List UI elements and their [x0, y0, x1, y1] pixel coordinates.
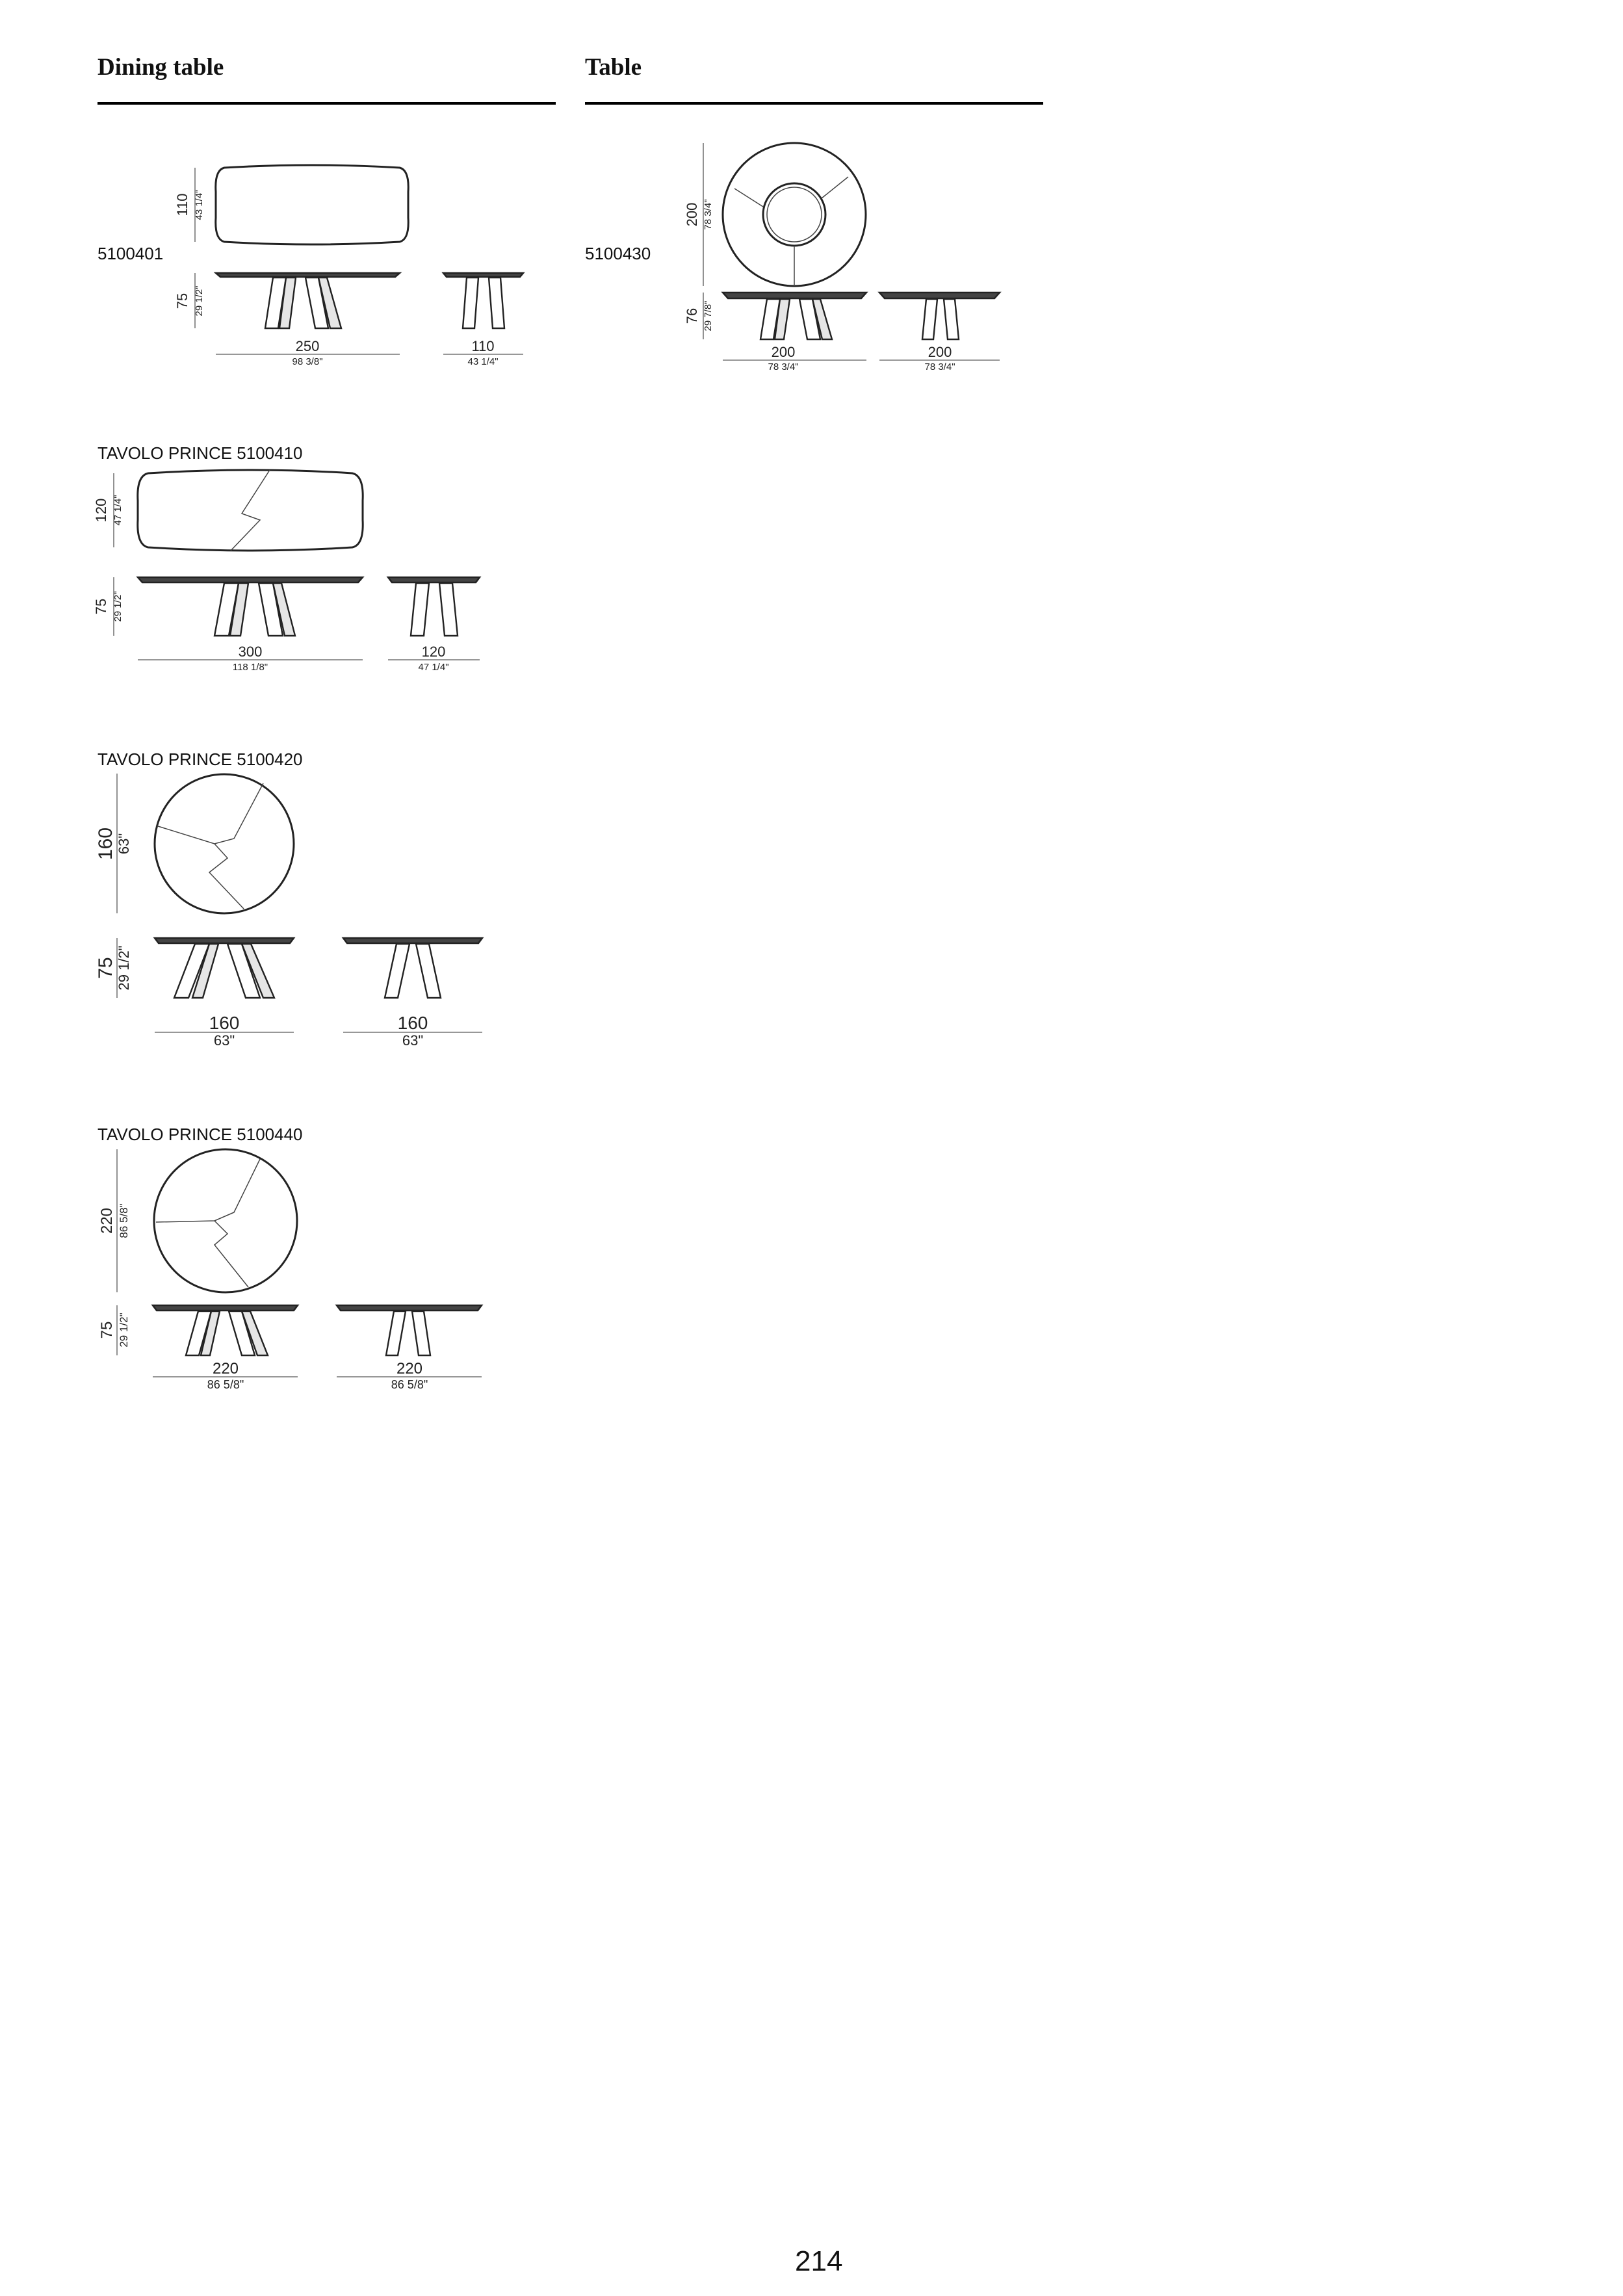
section-heading-dining-table: Dining table — [97, 54, 224, 81]
product-code-5100440: TAVOLO PRINCE 5100440 — [97, 1125, 303, 1144]
width-dim-cm: 110 — [471, 338, 495, 354]
width-dim-cm: 200 — [928, 344, 952, 360]
side-tabletop — [337, 1305, 482, 1311]
length-dim-in: 118 1/8" — [232, 662, 268, 673]
plan-dim-cm: 220 — [98, 1207, 116, 1234]
width-dim-in: 47 1/4" — [418, 662, 449, 673]
drawing-5100440 — [98, 1149, 482, 1391]
plan-dim-in: 63" — [116, 833, 132, 855]
front-tabletop — [153, 1305, 298, 1311]
plan-seam — [734, 189, 763, 207]
length-dim-cm: 160 — [209, 1013, 240, 1033]
front-tabletop — [216, 273, 400, 277]
plan-view-tabletop — [154, 1149, 297, 1292]
plan-seam — [231, 470, 270, 551]
height-dim-in: 29 1/2" — [112, 591, 123, 622]
side-leg — [489, 278, 504, 328]
side-leg — [439, 583, 458, 636]
lazy-susan — [763, 183, 825, 246]
height-dim-in: 29 7/8" — [703, 300, 714, 332]
product-code-5100420: TAVOLO PRINCE 5100420 — [97, 750, 303, 769]
width-dim-in: 63" — [402, 1032, 424, 1049]
plan-view-tabletop — [138, 470, 363, 551]
plan-dim-in: 86 5/8" — [118, 1203, 130, 1238]
length-dim-cm: 200 — [771, 344, 796, 360]
front-tabletop — [138, 577, 363, 582]
height-dim-cm: 75 — [93, 598, 109, 615]
height-dim-cm: 75 — [95, 957, 116, 979]
plan-dim-in: 43 1/4" — [194, 189, 205, 220]
height-dim-in: 29 1/2" — [118, 1312, 130, 1348]
plan-seam — [209, 844, 244, 909]
height-dim-cm: 75 — [174, 293, 190, 309]
plan-seam — [214, 1221, 248, 1287]
drawing-5100401 — [174, 165, 523, 367]
length-dim-cm: 300 — [238, 644, 263, 660]
height-dim-in: 29 1/2" — [194, 285, 205, 317]
length-dim-cm: 220 — [212, 1360, 239, 1377]
plan-dim-cm: 200 — [684, 202, 700, 227]
height-dim-cm: 76 — [684, 307, 700, 324]
side-leg — [922, 299, 937, 339]
product-code-5100401: 5100401 — [97, 244, 164, 263]
width-dim-cm: 120 — [421, 644, 446, 660]
side-leg — [463, 278, 478, 328]
plan-seam — [822, 177, 848, 198]
length-dim-in: 63" — [213, 1032, 235, 1049]
width-dim-in: 78 3/4" — [924, 361, 955, 372]
drawing-5100420 — [95, 774, 482, 1049]
plan-dim-cm: 160 — [95, 827, 116, 861]
side-tabletop — [343, 938, 482, 943]
plan-seam — [156, 783, 263, 844]
side-leg — [944, 299, 959, 339]
side-tabletop — [879, 293, 1000, 298]
plan-dim-cm: 110 — [174, 193, 190, 216]
front-tabletop — [155, 938, 294, 943]
side-leg — [412, 1311, 430, 1355]
plan-dim-cm: 120 — [93, 498, 109, 523]
plan-view-tabletop — [216, 165, 408, 244]
side-leg — [385, 944, 409, 998]
product-code-5100410: TAVOLO PRINCE 5100410 — [97, 443, 303, 463]
width-dim-cm: 220 — [396, 1360, 423, 1377]
plan-dim-in: 47 1/4" — [112, 495, 123, 526]
plan-seam — [156, 1159, 260, 1222]
side-leg — [411, 583, 429, 636]
product-code-5100430: 5100430 — [585, 244, 651, 263]
width-dim-in: 43 1/4" — [467, 356, 499, 367]
plan-view-tabletop — [155, 774, 294, 913]
section-heading-table: Table — [585, 54, 642, 81]
height-dim-in: 29 1/2" — [116, 945, 132, 991]
lazy-susan-inner — [767, 187, 822, 242]
drawing-5100430 — [684, 143, 1000, 372]
front-tabletop — [723, 293, 866, 298]
length-dim-in: 98 3/8" — [292, 356, 323, 367]
side-leg — [386, 1311, 406, 1355]
side-tabletop — [443, 273, 523, 277]
side-leg — [416, 944, 441, 998]
height-dim-cm: 75 — [98, 1321, 116, 1339]
length-dim-in: 86 5/8" — [207, 1378, 244, 1391]
length-dim-in: 78 3/4" — [768, 361, 799, 372]
width-dim-cm: 160 — [397, 1013, 428, 1033]
page-number: 214 — [795, 2245, 843, 2277]
length-dim-cm: 250 — [295, 338, 320, 354]
plan-dim-in: 78 3/4" — [703, 199, 714, 230]
width-dim-in: 86 5/8" — [391, 1378, 428, 1391]
drawing-5100410 — [93, 470, 480, 673]
side-tabletop — [388, 577, 480, 582]
